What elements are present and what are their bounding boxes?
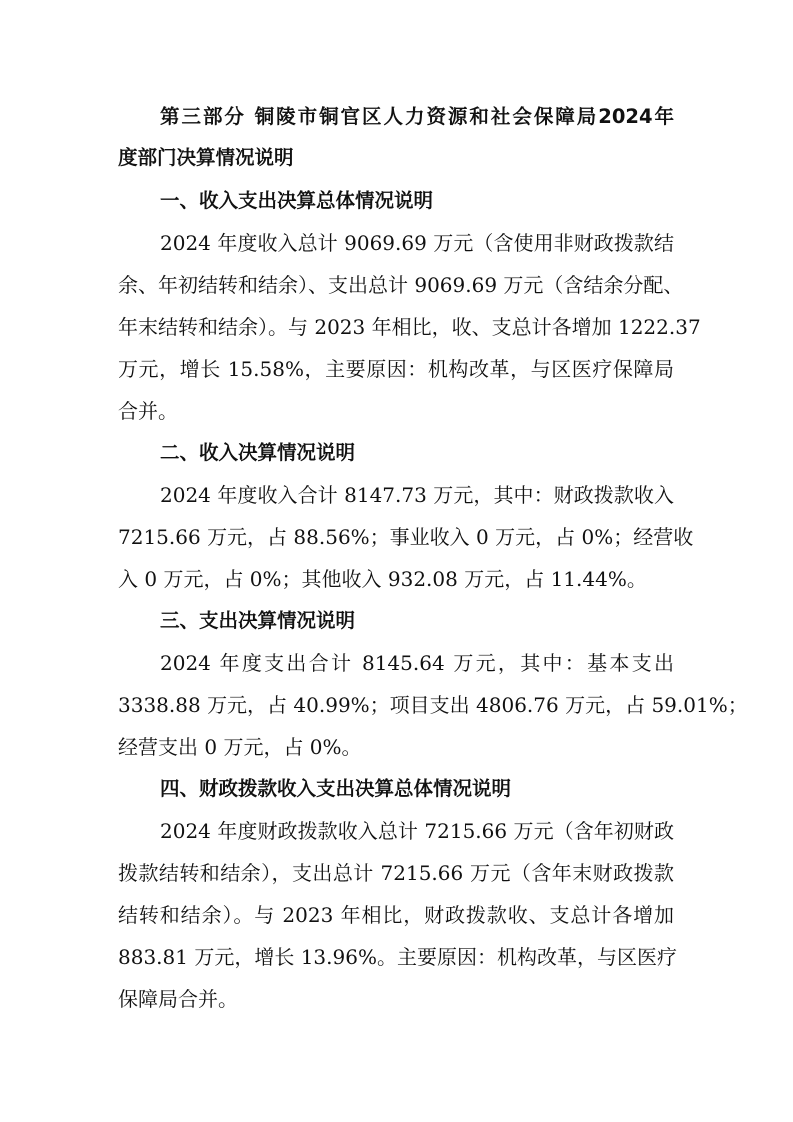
section-3-line-1: 2024 年度支出合计 8145.64 万元，其中：基本支出 xyxy=(160,651,674,675)
section-2-heading: 二、收入决算情况说明 xyxy=(160,441,356,464)
document-title-line-2: 度部门决算情况说明 xyxy=(118,146,294,169)
section-1-line-5: 合并。 xyxy=(118,399,178,423)
document-title-line-1: 第三部分 铜陵市铜官区人力资源和社会保障局2024年 xyxy=(160,105,674,128)
section-3-heading: 三、支出决算情况说明 xyxy=(160,609,356,632)
section-4-line-3: 结转和结余）。与 2023 年相比，财政拨款收、支总计各增加 xyxy=(118,903,674,927)
section-1-line-4: 万元，增长 15.58%，主要原因：机构改革，与区医疗保障局 xyxy=(118,357,674,381)
section-2-line-2: 7215.66 万元，占 88.56%；事业收入 0 万元，占 0%；经营收 xyxy=(118,525,694,549)
section-2-line-3: 入 0 万元，占 0%；其他收入 932.08 万元，占 11.44%。 xyxy=(118,567,647,591)
section-4-line-1: 2024 年度财政拨款收入总计 7215.66 万元（含年初财政 xyxy=(160,819,674,843)
section-4-line-5: 保障局合并。 xyxy=(118,987,238,1011)
section-3-line-3: 经营支出 0 万元，占 0%。 xyxy=(118,735,362,759)
section-1-heading: 一、收入支出决算总体情况说明 xyxy=(160,189,434,212)
section-2-line-1: 2024 年度收入合计 8147.73 万元，其中：财政拨款收入 xyxy=(160,483,674,507)
section-1-line-2: 余、年初结转和结余）、支出总计 9069.69 万元（含结余分配、 xyxy=(118,273,684,297)
section-4-line-4: 883.81 万元，增长 13.96%。主要原因：机构改革，与区医疗 xyxy=(118,945,677,969)
section-1-line-1: 2024 年度收入总计 9069.69 万元（含使用非财政拨款结 xyxy=(160,231,674,255)
section-1-line-3: 年末结转和结余）。与 2023 年相比，收、支总计各增加 1222.37 xyxy=(118,315,701,339)
section-3-line-2: 3338.88 万元，占 40.99%；项目支出 4806.76 万元，占 59.01%； xyxy=(118,693,748,717)
section-4-line-2: 拨款结转和结余），支出总计 7215.66 万元（含年末财政拨款 xyxy=(118,861,674,885)
section-4-heading: 四、财政拨款收入支出决算总体情况说明 xyxy=(160,777,512,800)
